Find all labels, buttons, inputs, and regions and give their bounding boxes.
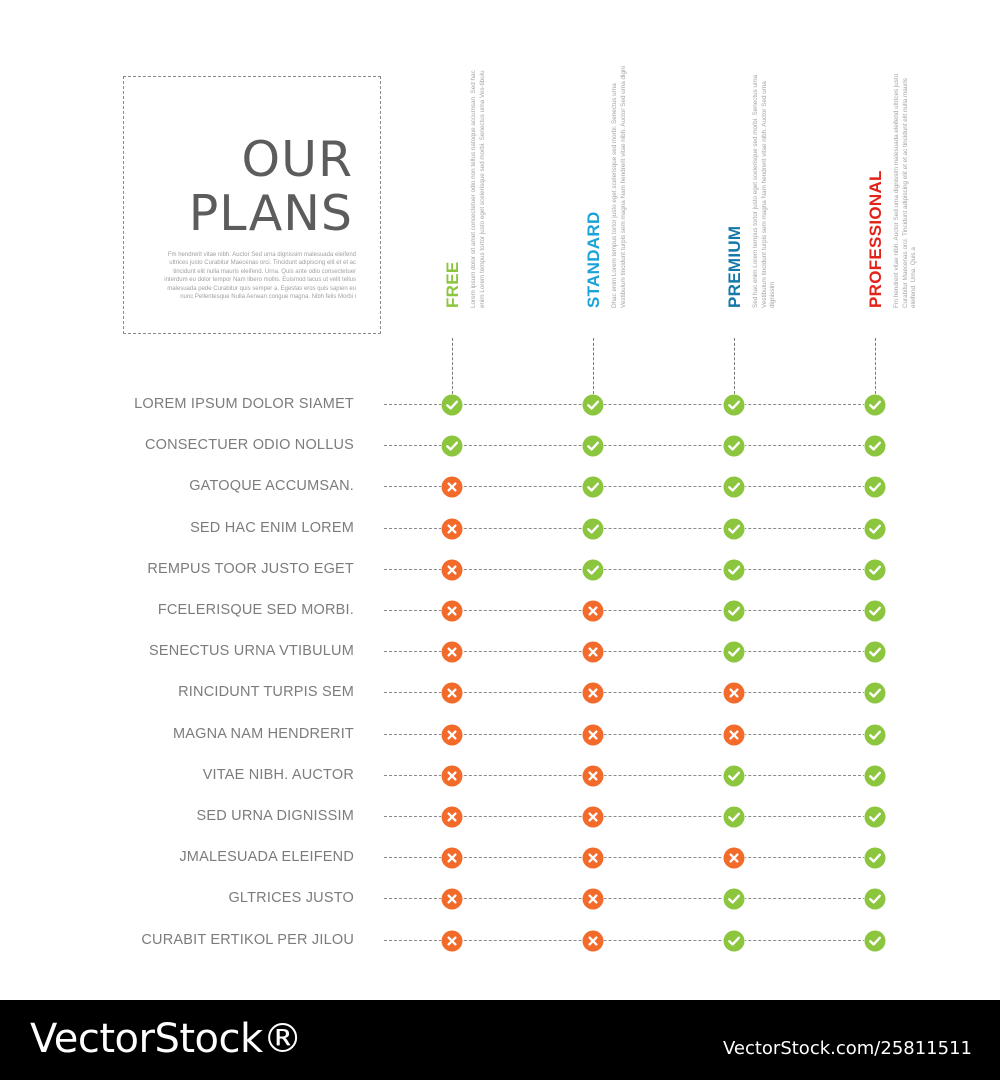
cross-icon	[441, 641, 463, 663]
cross-icon	[582, 930, 604, 952]
check-icon	[582, 476, 604, 498]
table-row	[0, 392, 1000, 418]
cross-icon	[582, 600, 604, 622]
plan-column-connector	[593, 338, 594, 394]
plan-column-connector	[875, 338, 876, 394]
plan-name-premium: PREMIUM	[725, 225, 744, 308]
cross-icon	[723, 724, 745, 746]
feature-label: REMPUS TOOR JUSTO EGET	[147, 560, 354, 577]
check-icon	[441, 394, 463, 416]
cross-icon	[441, 600, 463, 622]
plan-column-connector	[734, 338, 735, 394]
feature-label: CONSECTUER ODIO NOLLUS	[144, 437, 354, 454]
feature-label: JMALESUADA ELEIFEND	[179, 849, 354, 866]
check-icon	[582, 518, 604, 540]
check-icon	[723, 888, 745, 910]
check-icon	[723, 641, 745, 663]
feature-label: GATOQUE ACCUMSAN.	[189, 478, 354, 495]
check-icon	[441, 435, 463, 457]
check-icon	[864, 394, 886, 416]
page-title-line-1: OUR	[241, 131, 353, 188]
check-icon	[723, 765, 745, 787]
feature-label: FCELERISQUE SED MORBI.	[157, 602, 354, 618]
feature-label: RINCIDUNT TURPIS SEM	[178, 684, 354, 701]
feature-label: MAGNA NAM HENDRERIT	[172, 725, 354, 742]
check-icon	[864, 682, 886, 704]
cross-icon	[723, 847, 745, 869]
check-icon	[723, 435, 745, 457]
table-row	[0, 804, 1000, 830]
cross-icon	[723, 682, 745, 704]
table-row	[0, 928, 1000, 954]
check-icon	[582, 559, 604, 581]
check-icon	[582, 394, 604, 416]
plan-name-professional: PROFESSIONAL	[866, 170, 885, 308]
feature-label: SED URNA DIGNISSIM	[196, 808, 354, 824]
check-icon	[723, 394, 745, 416]
plan-column-connector	[452, 338, 453, 394]
plan-description-premium: Sed hac enim Lorem tempus tortor justo eget scelerisque sed morbi. Senectus urna Vestibulum tincidunt turpis sem magna Nam hendrerit vitae nibh. Auctor Sed urna dignissim	[752, 74, 777, 308]
check-icon	[864, 435, 886, 457]
title-description: Fm hendrerit vitae nibh. Auctor Sed urna dignissim malesuada eleifend ultrices justo Curabitur Maecenas orci. Tincidunt adipiscing elit et et ac tincidunt elit nulla mauris eleifend. Urna. Quis ante odio consectetuer interdum eu dolor tempor Nam libero mollis. Euismod lacus ut velit tellus malesuada pede Curabitur quis semper a. Egestas eros quis sapien eu nunc Pellentesque Nulla Aenean congue magna. Nibh felis Morbi i	[164, 252, 356, 301]
cross-icon	[582, 888, 604, 910]
check-icon	[723, 600, 745, 622]
feature-label: GLTRICES JUSTO	[228, 890, 354, 907]
title-box	[123, 76, 381, 334]
table-row	[0, 722, 1000, 748]
cross-icon	[582, 765, 604, 787]
check-icon	[582, 435, 604, 457]
feature-label: SENECTUS URNA VTIBULUM	[148, 643, 354, 660]
check-icon	[864, 930, 886, 952]
cross-icon	[441, 765, 463, 787]
check-icon	[723, 806, 745, 828]
cross-icon	[582, 682, 604, 704]
check-icon	[723, 559, 745, 581]
feature-label: CURABIT ERTIKOL PER JILOU	[141, 931, 354, 948]
page-title-line-2: PLANS	[188, 185, 353, 242]
check-icon	[864, 641, 886, 663]
feature-label: LOREM IPSUM DOLOR SIAMET	[134, 396, 354, 412]
table-row	[0, 557, 1000, 583]
check-icon	[864, 518, 886, 540]
cross-icon	[441, 806, 463, 828]
check-icon	[864, 476, 886, 498]
cross-icon	[441, 930, 463, 952]
feature-label: VITAE NIBH. AUCTOR	[202, 766, 354, 783]
cross-icon	[441, 724, 463, 746]
cross-icon	[441, 476, 463, 498]
table-row	[0, 680, 1000, 706]
cross-icon	[441, 559, 463, 581]
cross-icon	[582, 806, 604, 828]
plan-description-professional: Fm hendrerit vitae nibh. Auctor Sed urna dignissim malesuada eleifend ultrices justo Curabitur Maecenas orci. Tincidunt adipiscing elit et et ac tincidunt elit nulla mauris eleifend. Urna. Quis a	[893, 73, 918, 308]
feature-label: SED HAC ENIM LOREM	[190, 519, 354, 536]
table-row	[0, 598, 1000, 624]
check-icon	[864, 847, 886, 869]
cross-icon	[582, 724, 604, 746]
check-icon	[864, 888, 886, 910]
table-row	[0, 763, 1000, 789]
cross-icon	[582, 847, 604, 869]
table-row	[0, 433, 1000, 459]
table-row	[0, 516, 1000, 542]
check-icon	[864, 600, 886, 622]
check-icon	[864, 559, 886, 581]
cross-icon	[582, 641, 604, 663]
check-icon	[723, 518, 745, 540]
plan-description-free: Lorem ipsum dolor sit amet consectetuer odio non tellus natoque accumsan. Sed hac enim Lorem tempus tortor justo eget scelerisque sed morbi. Senectus urna Ves-tibulu	[470, 70, 486, 308]
check-icon	[723, 476, 745, 498]
cross-icon	[441, 888, 463, 910]
plan-description-standard: Dhac enim Lorem tempus tortor justo eget scelerisque sed morbi. Senectus urna Vestibulum tincidunt turpis sem magna Nam hendrerit vitae nibh. Auctor Sed urna digni	[611, 66, 627, 308]
table-row	[0, 639, 1000, 665]
check-icon	[864, 724, 886, 746]
plan-name-standard: STANDARD	[584, 211, 603, 308]
table-row	[0, 845, 1000, 871]
table-row	[0, 886, 1000, 912]
table-row	[0, 474, 1000, 500]
plan-name-free: FREE	[443, 261, 462, 308]
watermark-brand: VectorStock®	[30, 1016, 303, 1062]
watermark-url: VectorStock.com/25811511	[722, 1038, 972, 1059]
cross-icon	[441, 518, 463, 540]
cross-icon	[441, 847, 463, 869]
cross-icon	[441, 682, 463, 704]
check-icon	[723, 930, 745, 952]
check-icon	[864, 806, 886, 828]
watermark-banner	[0, 1000, 1000, 1080]
check-icon	[864, 765, 886, 787]
